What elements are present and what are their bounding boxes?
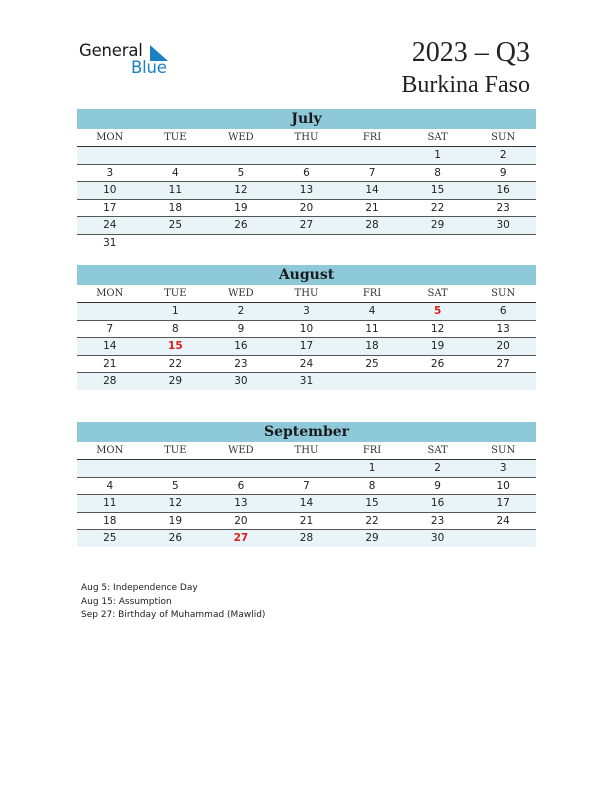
- day-cell: 25: [339, 355, 405, 373]
- day-cell: 2: [470, 147, 536, 165]
- day-cell: 14: [274, 495, 340, 513]
- day-cell: 16: [470, 182, 536, 200]
- day-cell: 24: [77, 217, 143, 235]
- week-row: [77, 217, 536, 235]
- day-cell: 26: [405, 355, 471, 373]
- day-cell: 29: [339, 530, 405, 547]
- weekday-label: TUE: [143, 285, 209, 303]
- day-cell: 9: [470, 164, 536, 182]
- day-cell: [208, 147, 274, 165]
- day-cell: 29: [143, 373, 209, 390]
- day-cell: [339, 373, 405, 390]
- week-row: [77, 530, 536, 547]
- day-cell: 10: [77, 182, 143, 200]
- week-row: [77, 147, 536, 165]
- day-cell: [470, 373, 536, 390]
- weekday-label: THU: [274, 442, 340, 460]
- day-cell: 12: [405, 320, 471, 338]
- day-cell: 1: [405, 147, 471, 165]
- day-cell: 18: [339, 338, 405, 356]
- day-cell: 15: [339, 495, 405, 513]
- day-cell: 27: [208, 530, 274, 547]
- day-cell: 2: [405, 460, 471, 478]
- day-cell: [77, 303, 143, 321]
- day-cell: 7: [274, 477, 340, 495]
- day-cell: [143, 460, 209, 478]
- day-cell: 5: [208, 164, 274, 182]
- day-cell: 4: [339, 303, 405, 321]
- day-cell: 5: [143, 477, 209, 495]
- day-cell: 17: [274, 338, 340, 356]
- day-cell: 15: [143, 338, 209, 356]
- day-cell: 6: [470, 303, 536, 321]
- day-cell: 7: [77, 320, 143, 338]
- day-cell: 30: [405, 530, 471, 547]
- weekday-label: SUN: [470, 285, 536, 303]
- day-cell: [143, 147, 209, 165]
- day-cell: 31: [274, 373, 340, 390]
- holiday-note: Sep 27: Birthday of Muhammad (Mawlid): [81, 610, 266, 620]
- day-cell: 17: [77, 199, 143, 217]
- day-cell: 28: [77, 373, 143, 390]
- day-cell: 7: [339, 164, 405, 182]
- logo-text-general: General: [79, 41, 143, 60]
- week-row: [77, 373, 536, 390]
- day-cell: 23: [470, 199, 536, 217]
- day-cell: 26: [208, 217, 274, 235]
- weekday-label: THU: [274, 285, 340, 303]
- day-cell: 16: [208, 338, 274, 356]
- calendar-table: [77, 285, 536, 390]
- day-cell: 3: [274, 303, 340, 321]
- day-cell: 6: [208, 477, 274, 495]
- week-row: [77, 477, 536, 495]
- week-row: [77, 164, 536, 182]
- day-cell: 8: [339, 477, 405, 495]
- day-cell: 3: [470, 460, 536, 478]
- day-cell: 4: [77, 477, 143, 495]
- day-cell: [77, 460, 143, 478]
- day-cell: [274, 460, 340, 478]
- weekday-label: SUN: [470, 129, 536, 147]
- day-cell: 15: [405, 182, 471, 200]
- week-row: [77, 303, 536, 321]
- weekday-label: THU: [274, 129, 340, 147]
- day-cell: 19: [208, 199, 274, 217]
- day-cell: [77, 147, 143, 165]
- logo-text-blue: Blue: [131, 58, 167, 77]
- day-cell: [339, 234, 405, 251]
- page-subtitle: Burkina Faso: [401, 72, 530, 98]
- calendar-table: [77, 129, 536, 251]
- weekday-label: FRI: [339, 442, 405, 460]
- week-row: [77, 355, 536, 373]
- weekday-label: MON: [77, 129, 143, 147]
- weekday-label: SAT: [405, 442, 471, 460]
- weekday-label: WED: [208, 442, 274, 460]
- day-cell: 11: [77, 495, 143, 513]
- weekday-label: MON: [77, 285, 143, 303]
- month-august: [77, 265, 536, 390]
- calendar-table: [77, 442, 536, 547]
- day-cell: 25: [77, 530, 143, 547]
- day-cell: 23: [208, 355, 274, 373]
- day-cell: 27: [470, 355, 536, 373]
- day-cell: 30: [470, 217, 536, 235]
- day-cell: 18: [77, 512, 143, 530]
- day-cell: 14: [77, 338, 143, 356]
- weekday-label: SAT: [405, 129, 471, 147]
- day-cell: 20: [208, 512, 274, 530]
- day-cell: 20: [470, 338, 536, 356]
- weekday-header-row: [77, 285, 536, 303]
- weekday-label: TUE: [143, 129, 209, 147]
- day-cell: 11: [339, 320, 405, 338]
- weekday-header-row: [77, 129, 536, 147]
- day-cell: [405, 234, 471, 251]
- week-row: [77, 182, 536, 200]
- month-title: September: [77, 422, 536, 442]
- weekday-label: FRI: [339, 129, 405, 147]
- day-cell: 12: [143, 495, 209, 513]
- day-cell: 19: [143, 512, 209, 530]
- weekday-header-row: [77, 442, 536, 460]
- day-cell: 16: [405, 495, 471, 513]
- weekday-label: FRI: [339, 285, 405, 303]
- day-cell: 4: [143, 164, 209, 182]
- weekday-label: WED: [208, 129, 274, 147]
- day-cell: 1: [339, 460, 405, 478]
- weekday-label: SUN: [470, 442, 536, 460]
- page-title: 2023 – Q3: [411, 37, 530, 68]
- day-cell: 9: [405, 477, 471, 495]
- week-row: [77, 320, 536, 338]
- month-september: [77, 422, 536, 547]
- day-cell: 24: [274, 355, 340, 373]
- generalblue-logo: [79, 41, 179, 81]
- day-cell: 13: [208, 495, 274, 513]
- day-cell: [208, 460, 274, 478]
- week-row: [77, 460, 536, 478]
- day-cell: 28: [274, 530, 340, 547]
- day-cell: 8: [143, 320, 209, 338]
- week-row: [77, 495, 536, 513]
- day-cell: 8: [405, 164, 471, 182]
- day-cell: 6: [274, 164, 340, 182]
- weekday-label: TUE: [143, 442, 209, 460]
- day-cell: 29: [405, 217, 471, 235]
- day-cell: 21: [274, 512, 340, 530]
- day-cell: 21: [77, 355, 143, 373]
- day-cell: 22: [339, 512, 405, 530]
- day-cell: 20: [274, 199, 340, 217]
- day-cell: [274, 234, 340, 251]
- day-cell: 2: [208, 303, 274, 321]
- day-cell: 31: [103, 236, 117, 249]
- day-cell: 5: [405, 303, 471, 321]
- month-july: [77, 109, 536, 251]
- holiday-note: Aug 15: Assumption: [81, 596, 172, 607]
- day-cell: 11: [143, 182, 209, 200]
- day-cell: 22: [143, 355, 209, 373]
- holiday-note: Aug 5: Independence Day: [81, 583, 198, 593]
- day-cell: 1: [143, 303, 209, 321]
- weekday-label: WED: [208, 285, 274, 303]
- day-cell: 3: [77, 164, 143, 182]
- day-cell: 9: [208, 320, 274, 338]
- day-cell: [208, 234, 274, 251]
- day-cell: [405, 373, 471, 390]
- month-title: July: [77, 109, 536, 129]
- day-cell: 12: [208, 182, 274, 200]
- week-row: [77, 199, 536, 217]
- day-cell: [274, 147, 340, 165]
- weekday-label: MON: [77, 442, 143, 460]
- day-cell: 26: [143, 530, 209, 547]
- day-cell: 27: [274, 217, 340, 235]
- day-cell: 23: [405, 512, 471, 530]
- day-cell: 18: [143, 199, 209, 217]
- day-cell: 25: [143, 217, 209, 235]
- week-row: [77, 512, 536, 530]
- day-cell: 17: [470, 495, 536, 513]
- day-cell: 28: [339, 217, 405, 235]
- month-title: August: [77, 265, 536, 285]
- day-cell: 14: [339, 182, 405, 200]
- week-row: [77, 338, 536, 356]
- day-cell: 22: [405, 199, 471, 217]
- week-row: [77, 234, 536, 251]
- day-cell: 21: [339, 199, 405, 217]
- day-cell: 13: [274, 182, 340, 200]
- day-cell: 19: [405, 338, 471, 356]
- day-cell: 10: [470, 477, 536, 495]
- day-cell: [339, 147, 405, 165]
- day-cell: 13: [470, 320, 536, 338]
- day-cell: 24: [470, 512, 536, 530]
- weekday-label: SAT: [405, 285, 471, 303]
- day-cell: [470, 234, 536, 251]
- holiday-notes: [81, 582, 265, 623]
- day-cell: 10: [274, 320, 340, 338]
- day-cell: [470, 530, 536, 547]
- day-cell: [143, 234, 209, 251]
- day-cell: 30: [208, 373, 274, 390]
